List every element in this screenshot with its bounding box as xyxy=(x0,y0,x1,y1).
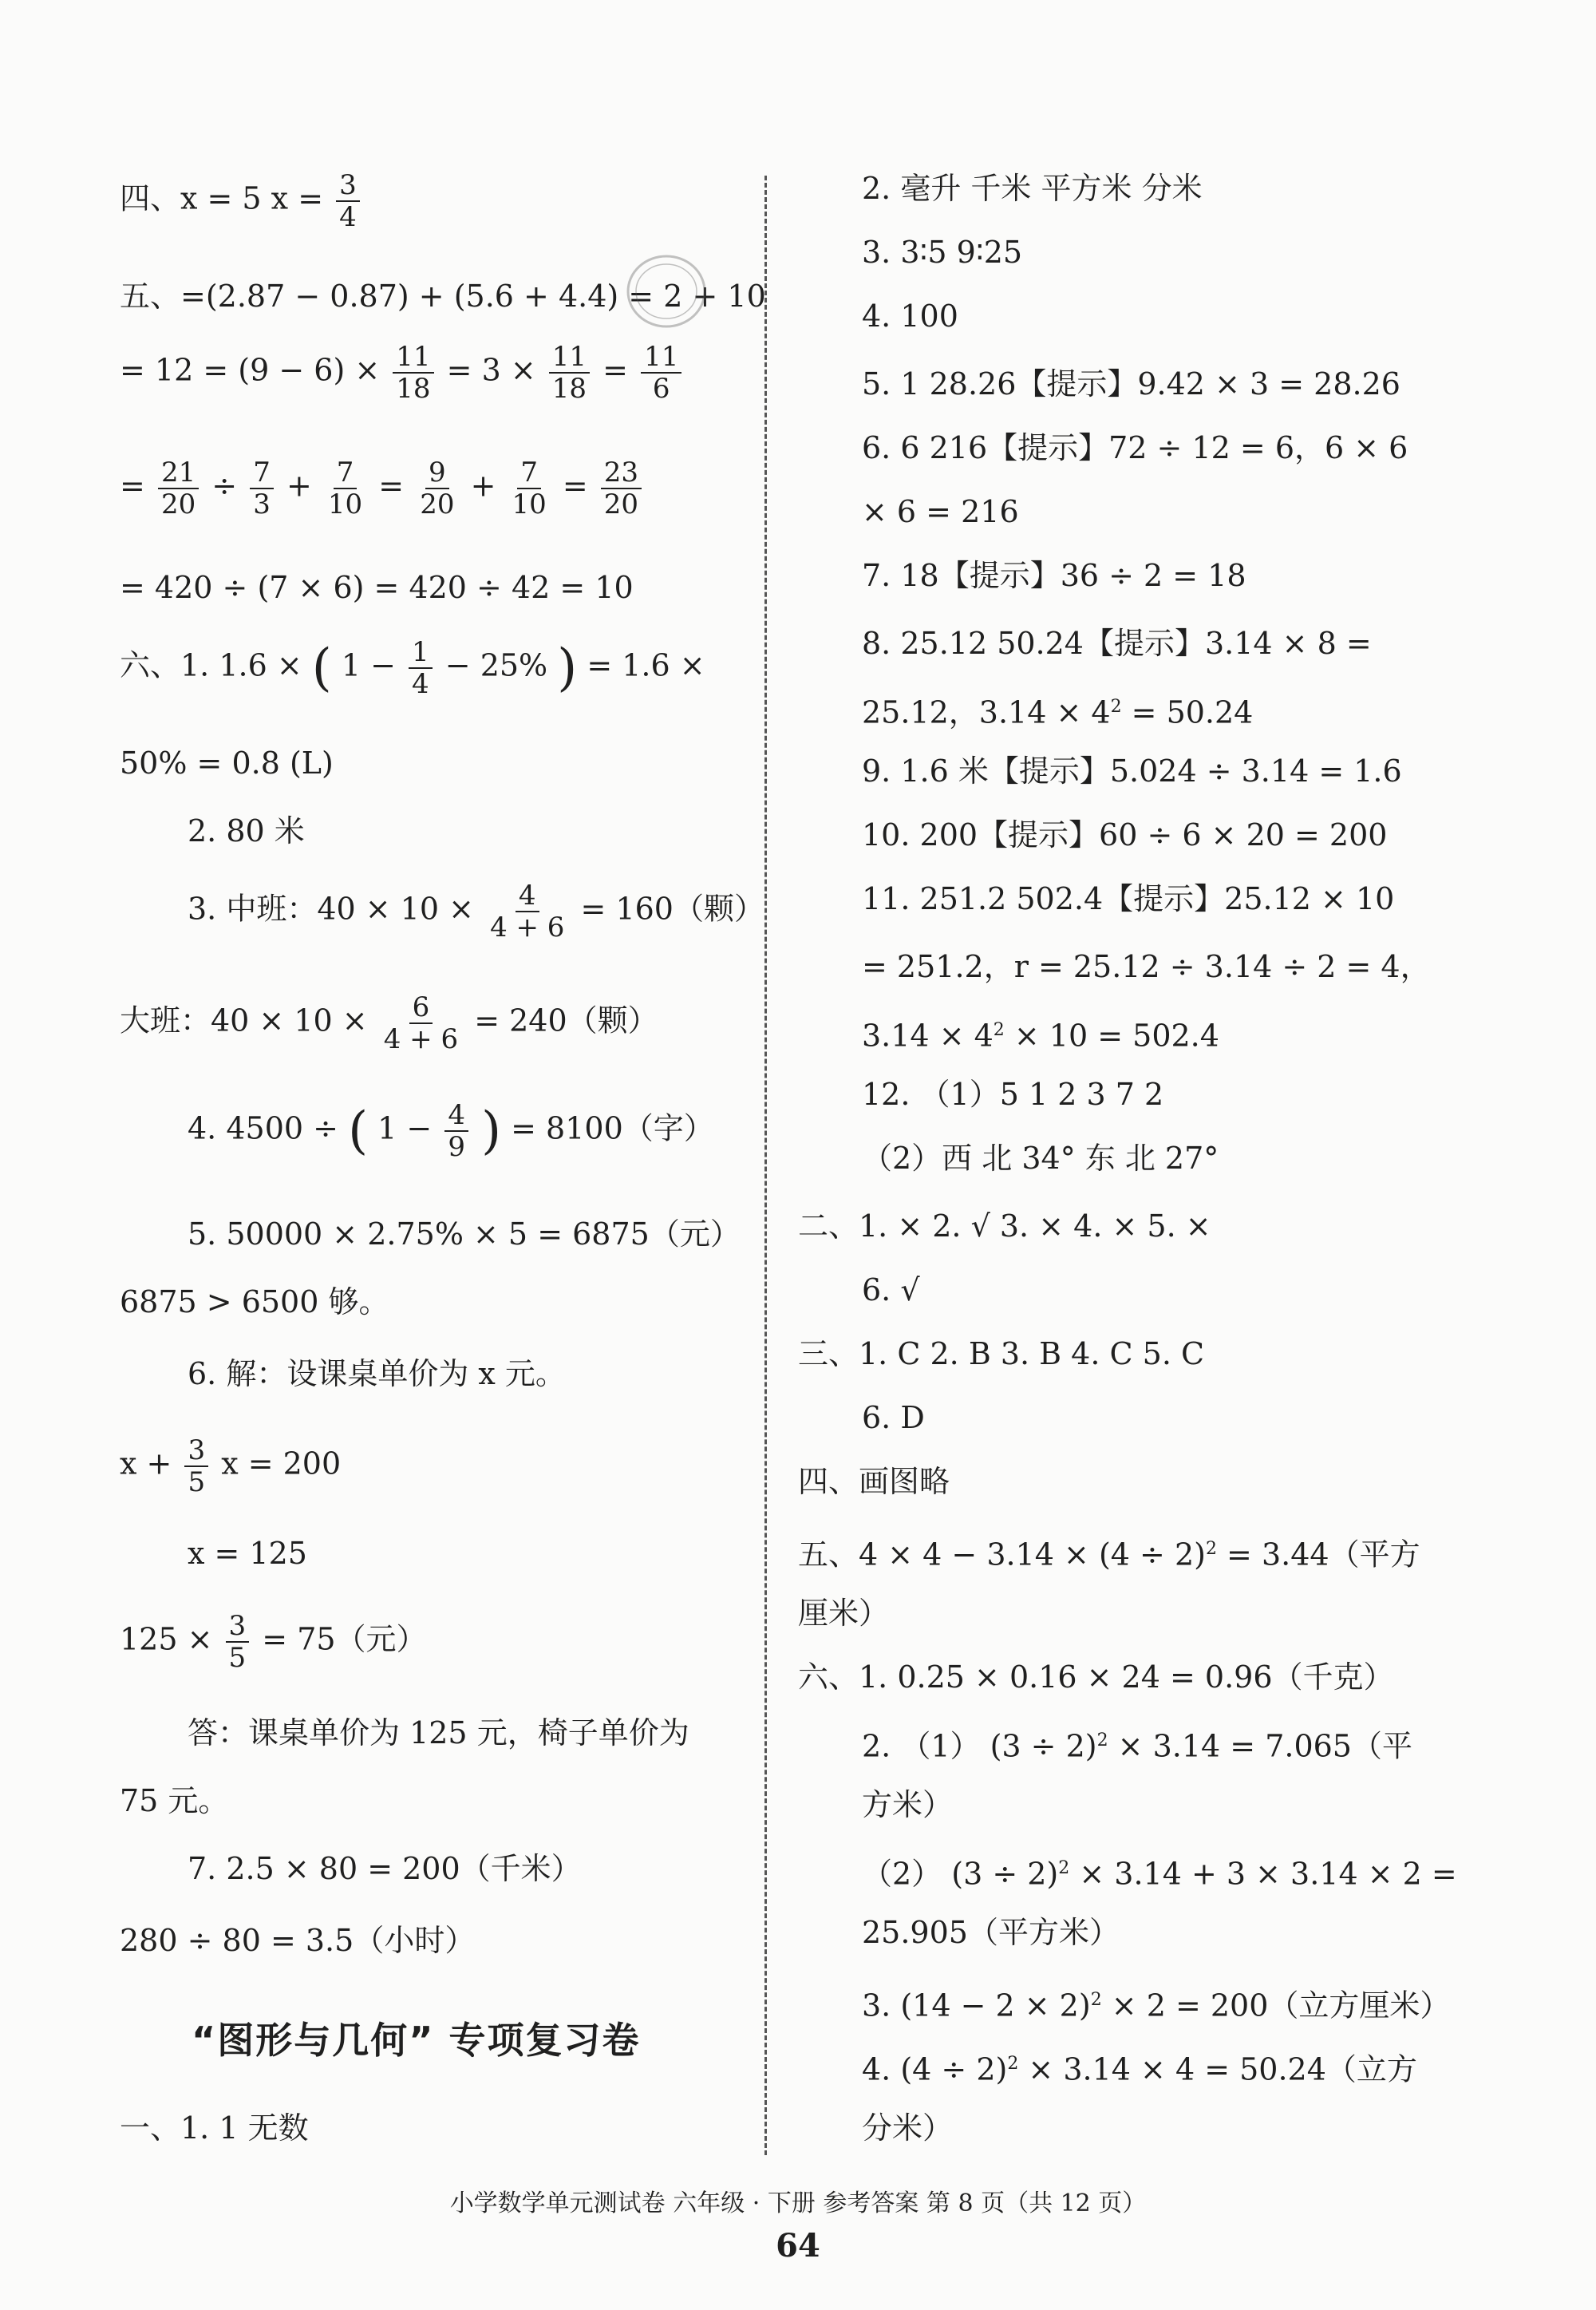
answer-line: 分米） xyxy=(862,2110,954,2146)
answer-line: 3. 3∶5 9∶25 xyxy=(862,235,1023,270)
section-title: “图形与几何” 专项复习卷 xyxy=(192,2019,641,2062)
answer-line: （2）西 北 34° 东 北 27° xyxy=(862,1141,1219,1176)
fraction: $\frac{3}{4}$ xyxy=(336,172,360,231)
answer-line: （2） $(3 \div 2)^2 \times 3.14 + 3 \times 3.14 \times 2$ = xyxy=(862,1856,1457,1892)
answer-line: 5. 50000 × 2.75% × 5 = 6875（元） xyxy=(188,1216,741,1252)
answer-line: 50% = 0.8 (L) xyxy=(120,746,334,781)
answer-line: 四、x = 5 x = $\frac{3}{4}$ xyxy=(120,172,363,231)
answer-line: 10. 200【提示】60 ÷ 6 × 20 = 200 xyxy=(862,817,1388,852)
answer-line: 3. 中班：40 × 10 × $\frac{4}{4 + 6}$ = 160（颗） xyxy=(188,880,764,943)
answer-line: 5. 1 28.26【提示】9.42 × 3 = 28.26 xyxy=(862,366,1400,401)
column-divider xyxy=(764,176,767,2155)
answer-line: 11. 251.2 502.4【提示】25.12 × 10 xyxy=(862,881,1395,916)
answer-line: 五、=(2.87 − 0.87) + (5.6 + 4.4) = 2 + 10 xyxy=(120,279,766,314)
answer-line: 12. （1）5 1 2 3 7 2 xyxy=(862,1077,1164,1112)
answer-line: 9. 1.6 米【提示】5.024 ÷ 3.14 = 1.6 xyxy=(862,754,1402,789)
answer-line: 四、画图略 xyxy=(798,1464,950,1499)
page-number: 64 xyxy=(776,2227,820,2265)
answer-line: 125 × $\frac{3}{5}$ = 75（元） xyxy=(120,1610,427,1674)
answer-line: 二、1. × 2. √ 3. × 4. × 5. × xyxy=(798,1208,1211,1244)
answer-line: 厘米） xyxy=(798,1596,890,1631)
answer-line: 六、1. 0.25 × 0.16 × 24 = 0.96（千克） xyxy=(798,1659,1394,1695)
answer-line: 一、1. 1 无数 xyxy=(120,2110,309,2146)
answer-line: x = 125 xyxy=(188,1536,307,1571)
answer-line: x + $\frac{3}{5}$ x = 200 xyxy=(120,1434,342,1498)
answer-line: 6. √ xyxy=(862,1272,920,1307)
answer-line: 大班：40 × 10 × $\frac{6}{4 + 6}$ = 240（颗） xyxy=(120,991,658,1055)
answer-line: 280 ÷ 80 = 3.5（小时） xyxy=(120,1923,476,1958)
answer-line: 4. $(4 \div 2)^2 \times 3.14 \times 4 = 50.24$（立方 xyxy=(862,2051,1417,2087)
answer-line: 2. （1） $(3 \div 2)^2 \times 3.14 = 7.065$（平 xyxy=(862,1728,1412,1764)
answer-line: $3.14 \times 4^2 \times 10 = 502.4$ xyxy=(862,1018,1219,1054)
answer-line: 4. 4500 ÷ ( 1 − $\frac{4}{9}$ ) = 8100（字） xyxy=(188,1099,714,1163)
answer-line: 25.905（平方米） xyxy=(862,1915,1120,1950)
answer-line: = $\frac{21}{20}$ ÷ $\frac{7}{3}$ + $\frac{7}{10}$ = $\frac{9}{20}$ + $\frac{7}{10}$ = $\frac{23}{20}$ xyxy=(120,459,645,518)
answer-line: 75 元。 xyxy=(120,1783,229,1818)
answer-line: 7. 18【提示】36 ÷ 2 = 18 xyxy=(862,558,1246,593)
answer-line: × 6 = 216 xyxy=(862,494,1019,529)
answer-line: 8. 25.12 50.24【提示】3.14 × 8 = xyxy=(862,626,1372,661)
answer-line: 答：课桌单价为 125 元，椅子单价为 xyxy=(188,1715,689,1750)
answer-line: 六、1. 1.6 × ( 1 − $\frac{1}{4}$ − 25% ) = 1.6 × xyxy=(120,636,705,700)
page-footer: 小学数学单元测试卷 六年级 · 下册 参考答案 第 8 页（共 12 页） xyxy=(449,2189,1147,2217)
answer-line: = 12 = (9 − 6) × $\frac{11}{18}$ = 3 × $\frac{11}{18}$ = $\frac{11}{6}$ xyxy=(120,343,685,402)
answer-line: 2. 80 米 xyxy=(188,813,305,848)
answer-line: 25.12，$3.14 \times 4^2 = 50.24$ xyxy=(862,694,1254,730)
watermark-stamp-icon xyxy=(622,247,710,335)
answer-line: = 251.2，r = 25.12 ÷ 3.14 ÷ 2 = 4， xyxy=(862,949,1431,984)
answer-line: 6. D xyxy=(862,1400,925,1435)
answer-line: 3. $(14 - 2 \times 2)^2 \times 2 = 200$（立方厘米） xyxy=(862,1988,1451,2023)
answer-line: 6. 6 216【提示】72 ÷ 12 = 6，6 × 6 xyxy=(862,430,1408,465)
answer-line: 2. 毫升 千米 平方米 分米 xyxy=(862,171,1203,206)
answer-line: = 420 ÷ (7 × 6) = 420 ÷ 42 = 10 xyxy=(120,570,634,605)
answer-line: 三、1. C 2. B 3. B 4. C 5. C xyxy=(798,1336,1205,1371)
answer-line: 4. 100 xyxy=(862,299,958,334)
answer-line: 6. 解：设课桌单价为 x 元。 xyxy=(188,1356,566,1391)
answer-line: 7. 2.5 × 80 = 200（千米） xyxy=(188,1851,582,1886)
answer-line: 五、$4 \times 4 - 3.14 \times (4 \div 2)^2 = 3.44$（平方 xyxy=(798,1537,1420,1572)
answer-line: 方米） xyxy=(862,1787,954,1822)
answer-line: 6875 > 6500 够。 xyxy=(120,1284,389,1319)
